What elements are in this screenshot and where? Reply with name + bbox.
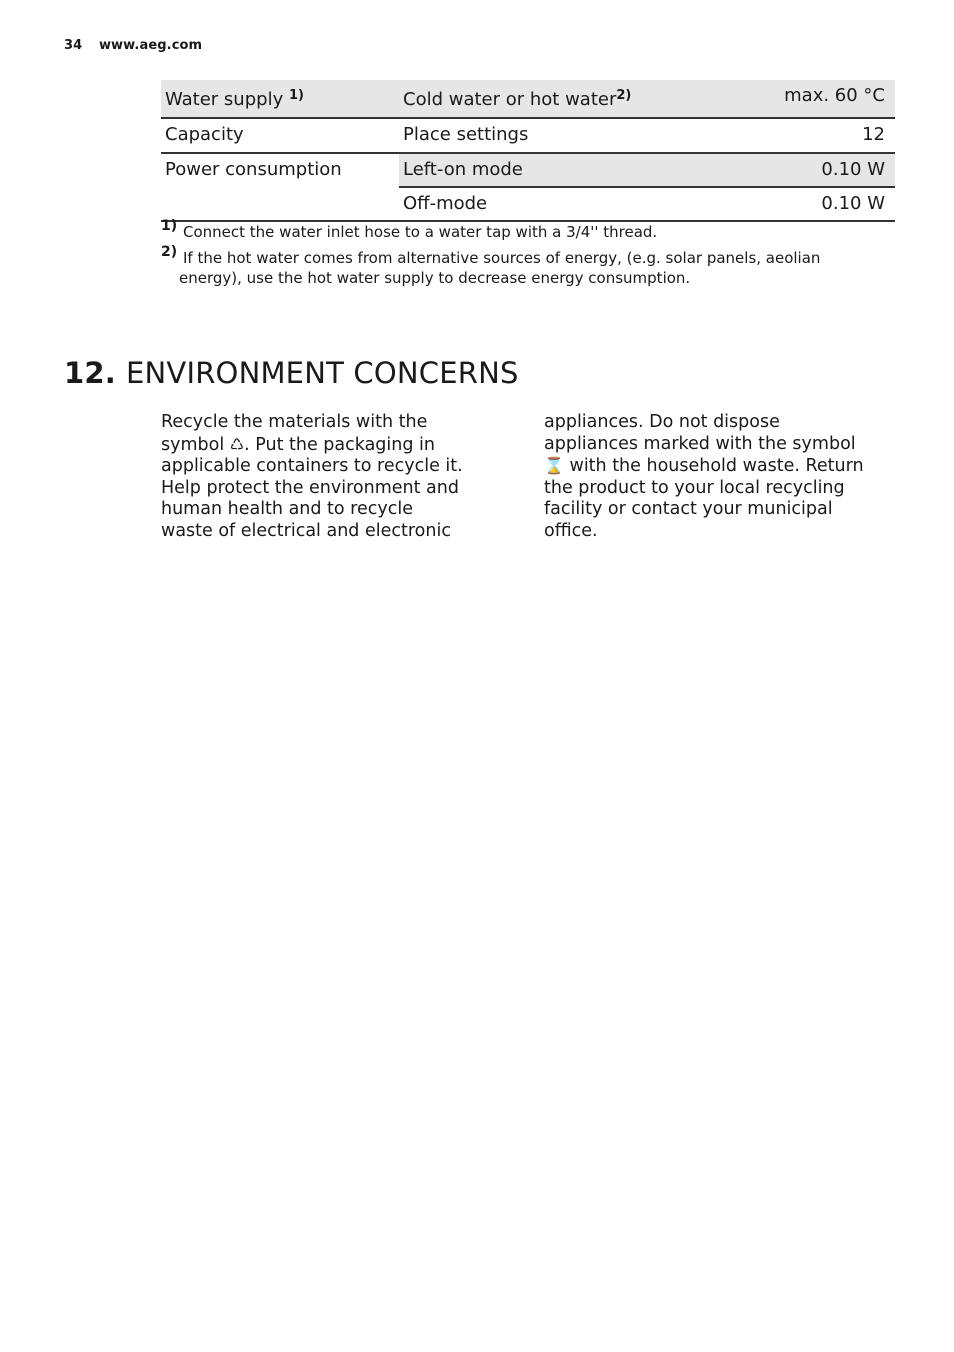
footnote-text: If the hot water comes from alternative sources of energy, (e.g. solar panels, aeolian [183,249,821,267]
table-cell-item: Place settings [399,118,713,153]
recycle-icon: ♺ [229,434,245,454]
row-item: Cold water or hot water [403,89,617,110]
technical-data-table [161,80,895,222]
body-text: appliances. Do not dispose appliances marked with the symbol [544,412,856,454]
site-url: www.aeg.com [98,38,203,53]
footnote-text: energy), use the hot water supply to decrease energy consumption. [179,269,691,287]
row-label: Water supply [165,89,284,110]
table-cell-value: 0.10 W [713,153,895,187]
table-cell-label [161,80,399,118]
section-number: 12. [64,356,116,390]
footnote [161,244,881,288]
footnote-text: Connect the water inlet hose to a water tap with a 3/4'' thread. [183,223,658,241]
table-cell-value: 12 [713,118,895,153]
page-header [64,38,202,53]
text-column-left [161,412,466,543]
table-cell-item [399,80,713,118]
body-text: with the household waste. Return the product to your local recycling facility or contact your municipal office. [544,456,864,541]
table-row [161,118,895,153]
footnote-mark: 2) [161,244,178,260]
footnote-ref: 2) [616,88,632,103]
table-cell-value: 0.10 W [713,187,895,221]
table-row [161,153,895,187]
table-cell-item: Off-mode [399,187,713,221]
crossed-bin-icon: ⌛ [544,456,564,476]
footnote-ref: 1) [288,88,304,103]
footnote [161,218,881,242]
footnote-mark: 1) [161,218,178,234]
table-cell-item: Left-on mode [399,153,713,187]
table-row [161,80,895,118]
table-cell-label: Power consumption [161,153,399,221]
body-text: . Put the packaging in applicable containers to recycle it. Help protect the environment and human health and to recycle waste of electrical and electronic [161,434,463,541]
table-cell-label: Capacity [161,118,399,153]
page-number: 34 [64,38,83,53]
text-column-right [544,412,874,543]
body-text: Recycle the materials with the symbol [161,412,428,455]
footnotes [161,218,881,294]
section-heading [64,356,519,390]
section-title: ENVIRONMENT CONCERNS [125,356,519,390]
table-cell-value: max. 60 °C [713,80,895,118]
